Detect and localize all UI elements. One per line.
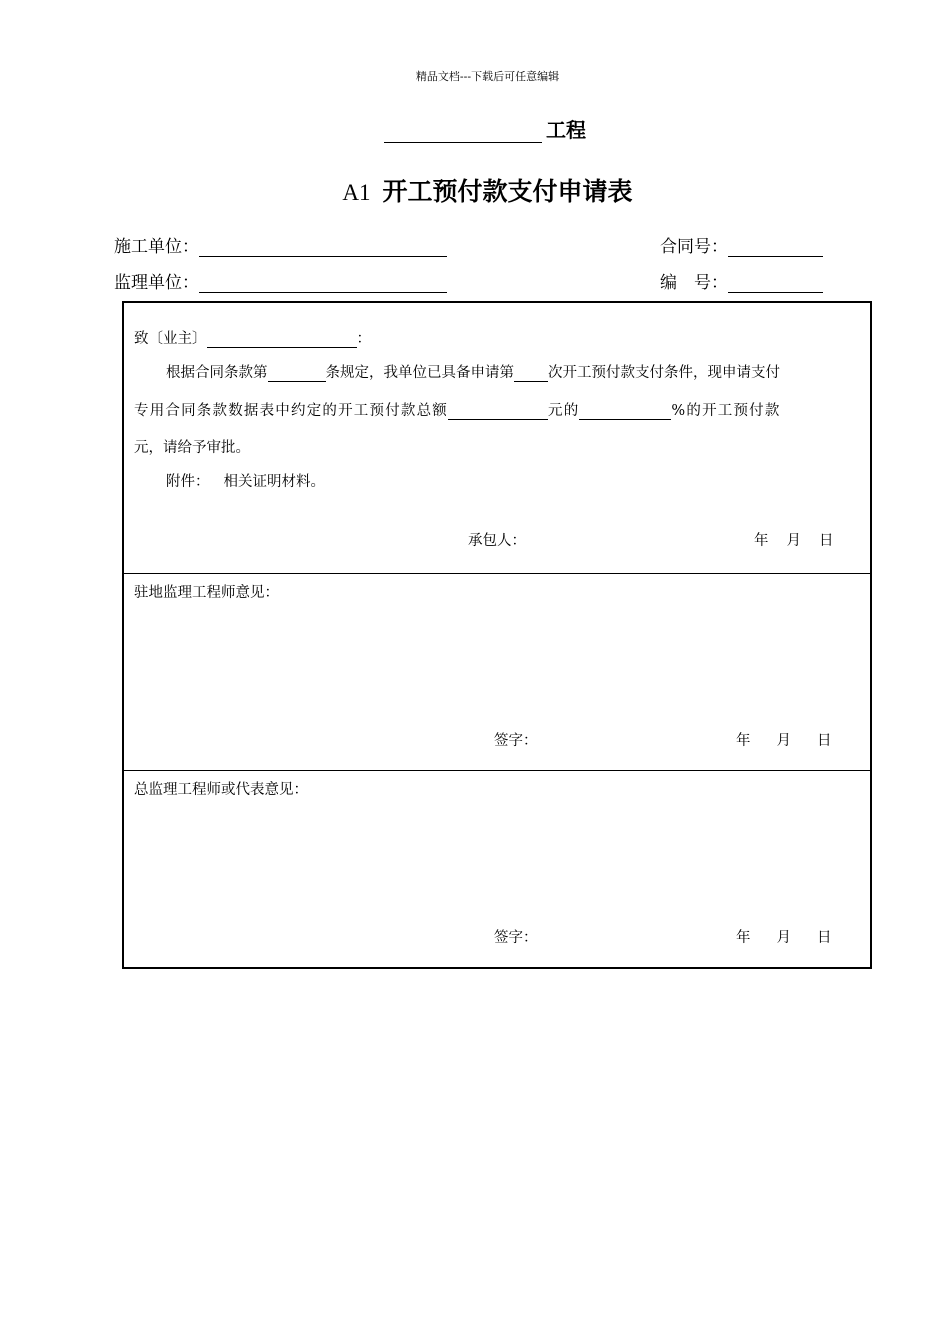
addressee-suffix: ： [356, 331, 371, 347]
construction-unit-row [114, 232, 447, 257]
contract-no-row [660, 232, 823, 257]
chief-engineer-date [736, 926, 832, 947]
date-month: 月 [776, 930, 791, 946]
number-row [660, 268, 823, 293]
supervision-unit-row [114, 268, 447, 293]
project-suffix: 工程 [546, 118, 586, 142]
date-year: 年 [736, 733, 751, 749]
project-name-line [384, 114, 586, 143]
application-times-blank[interactable] [514, 367, 548, 382]
contractor-label: 承包人： [468, 533, 526, 549]
form-code: A1 [342, 180, 371, 205]
header-note: 精品文档---下载后可任意编辑 [415, 70, 560, 83]
p1-text-c: 次开工预付款支付条件，现申请支付 [548, 365, 780, 381]
date-day: 日 [817, 930, 832, 946]
attachment-text: 相关证明材料。 [223, 474, 325, 490]
chief-engineer-sign-label: 签字： [494, 930, 538, 946]
p2-text-b: 元的 [548, 403, 580, 419]
date-year: 年 [754, 533, 769, 549]
number-label: 编 号： [660, 273, 728, 293]
project-name-blank[interactable] [384, 120, 542, 143]
form-title [0, 172, 950, 208]
resident-engineer-sign-label: 签字： [494, 733, 538, 749]
clause-no-blank[interactable] [268, 367, 326, 382]
contract-no-blank[interactable] [728, 240, 823, 257]
paragraph-line-1 [166, 361, 780, 382]
addressee-line [134, 327, 371, 348]
chief-engineer-heading: 总监理工程师或代表意见： [134, 782, 308, 798]
contract-no-label: 合同号： [660, 237, 728, 257]
date-month: 月 [786, 533, 801, 549]
p1-text-b: 条规定，我单位已具备申请第 [325, 365, 514, 381]
date-month: 月 [776, 733, 791, 749]
application-form-table [122, 301, 872, 969]
paragraph-line-2 [134, 399, 781, 420]
p2-text-c: %的开工预付款 [671, 403, 781, 419]
percentage-blank[interactable] [579, 405, 671, 420]
construction-unit-blank[interactable] [199, 240, 447, 257]
supervision-unit-label: 监理单位： [114, 273, 199, 293]
form-title-text: 开工预付款支付申请表 [382, 177, 633, 206]
date-day: 日 [819, 533, 834, 549]
supervision-unit-blank[interactable] [199, 276, 447, 293]
contractor-date [754, 529, 834, 550]
application-section [124, 303, 870, 574]
date-day: 日 [817, 733, 832, 749]
chief-engineer-section [124, 772, 870, 967]
attachment-label: 附件： [166, 474, 210, 490]
addressee-prefix: 致〔业主〕 [134, 331, 207, 347]
number-blank[interactable] [728, 276, 823, 293]
total-amount-blank[interactable] [448, 405, 548, 420]
resident-engineer-heading: 驻地监理工程师意见： [134, 585, 279, 601]
resident-engineer-section [124, 575, 870, 771]
resident-engineer-date [736, 729, 832, 750]
p2-text-a: 专用合同条款数据表中约定的开工预付款总额 [134, 403, 448, 419]
construction-unit-label: 施工单位： [114, 237, 199, 257]
p1-text-a: 根据合同条款第 [166, 365, 268, 381]
paragraph-line-3: 元，请给予审批。 [134, 440, 250, 456]
owner-blank[interactable] [207, 333, 357, 348]
attachment-line [166, 470, 325, 491]
date-year: 年 [736, 930, 751, 946]
